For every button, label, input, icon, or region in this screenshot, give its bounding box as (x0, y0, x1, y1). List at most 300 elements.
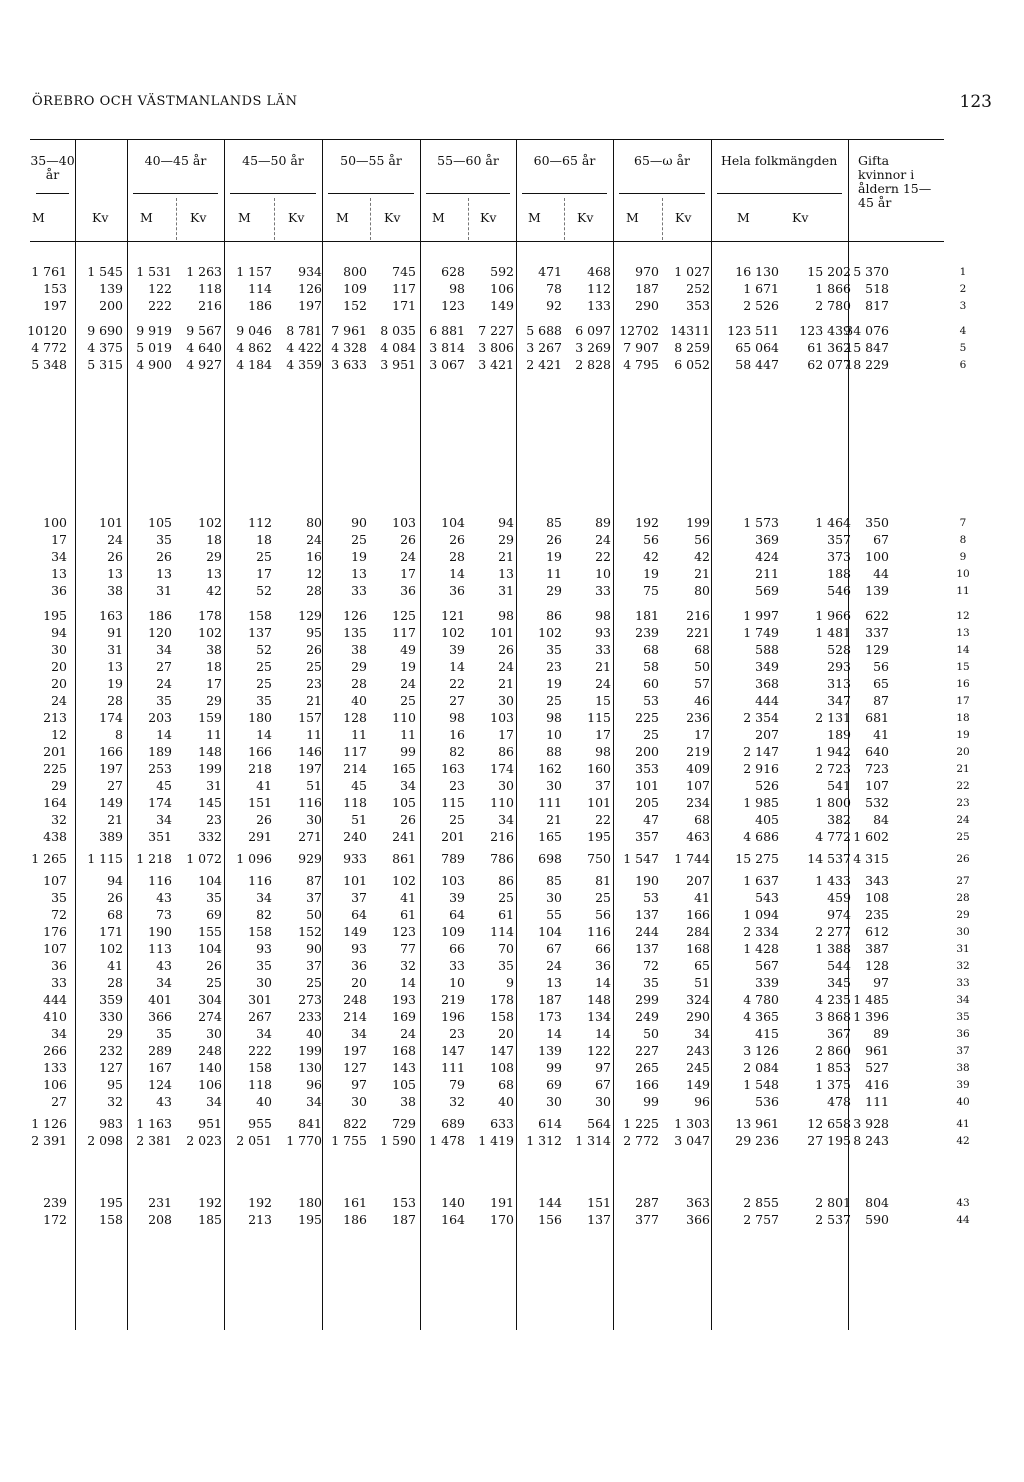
table-cell: 2 354 (743, 710, 779, 725)
subheader-women: Kv (92, 210, 109, 225)
table-cell: 38 (400, 1094, 416, 1109)
table-cell: 186 (248, 298, 272, 313)
table-row (0, 1009, 1024, 1026)
subheader-women: Kv (384, 210, 401, 225)
table-cell: 216 (686, 608, 710, 623)
table-cell: 149 (99, 795, 123, 810)
table-cell: 373 (827, 549, 851, 564)
table-cell: 93 (256, 941, 272, 956)
table-row (0, 941, 1024, 958)
table-cell: 169 (392, 1009, 416, 1024)
table-cell: 2 084 (743, 1060, 779, 1075)
table-cell: 271 (298, 829, 322, 844)
table-cell: 189 (827, 727, 851, 742)
table-cell: 187 (538, 992, 562, 1007)
table-cell: 18 229 (845, 357, 889, 372)
group-underline (717, 193, 842, 194)
table-cell: 822 (343, 1116, 367, 1131)
table-cell: 424 (755, 549, 779, 564)
table-cell: 817 (865, 298, 889, 313)
table-cell: 102 (441, 625, 465, 640)
table-cell: 44 (873, 566, 889, 581)
table-cell: 1 866 (815, 281, 851, 296)
table-cell: 75 (643, 583, 659, 598)
table-cell: 111 (865, 1094, 889, 1109)
table-cell: 30 (351, 1094, 367, 1109)
table-cell: 118 (248, 1077, 272, 1092)
table-cell: 28 (306, 583, 322, 598)
table-cell: 1 531 (136, 264, 172, 279)
table-cell: 118 (198, 281, 222, 296)
table-cell: 225 (43, 761, 67, 776)
table-cell: 37 (351, 890, 367, 905)
table-cell: 1 375 (815, 1077, 851, 1092)
table-cell: 24 (546, 958, 562, 973)
row-number: 6 (959, 359, 967, 371)
table-cell: 156 (538, 1212, 562, 1227)
table-row (0, 907, 1024, 924)
table-cell: 17 (694, 727, 710, 742)
table-cell: 9 919 (136, 323, 172, 338)
table-cell: 151 (248, 795, 272, 810)
table-cell: 93 (351, 941, 367, 956)
table-cell: 87 (306, 873, 322, 888)
table-cell: 144 (538, 1195, 562, 1210)
table-cell: 31 (206, 778, 222, 793)
table-cell: 33 (351, 583, 367, 598)
table-cell: 14 537 (807, 851, 851, 866)
table-cell: 4 184 (236, 357, 272, 372)
table-cell: 25 (643, 727, 659, 742)
table-cell: 222 (248, 1043, 272, 1058)
table-cell: 137 (248, 625, 272, 640)
table-cell: 382 (827, 812, 851, 827)
table-cell: 30 (546, 890, 562, 905)
table-cell: 200 (635, 744, 659, 759)
table-cell: 40 (306, 1026, 322, 1041)
table-cell: 1 263 (186, 264, 222, 279)
table-cell: 4 862 (236, 340, 272, 355)
table-cell: 20 (498, 1026, 514, 1041)
subheader-women: Kv (190, 210, 207, 225)
table-cell: 174 (99, 710, 123, 725)
table-cell: 4 359 (286, 357, 322, 372)
table-cell: 158 (248, 924, 272, 939)
table-cell: 89 (595, 515, 611, 530)
table-cell: 9 (506, 975, 514, 990)
table-cell: 293 (827, 659, 851, 674)
table-cell: 79 (449, 1077, 465, 1092)
table-cell: 55 (546, 907, 562, 922)
table-cell: 14 (256, 727, 272, 742)
table-cell: 536 (755, 1094, 779, 1109)
table-row (0, 1212, 1024, 1229)
row-number: 12 (956, 610, 970, 622)
table-cell: 377 (635, 1212, 659, 1227)
table-cell: 1 966 (815, 608, 851, 623)
table-cell: 2 277 (815, 924, 851, 939)
table-cell: 29 (107, 1026, 123, 1041)
table-cell: 13 (51, 566, 67, 581)
table-cell: 107 (43, 873, 67, 888)
table-cell: 4 235 (815, 992, 851, 1007)
table-row (0, 515, 1024, 532)
column-group-header: 35—40 år (30, 153, 75, 182)
table-cell: 841 (298, 1116, 322, 1131)
table-cell: 367 (827, 1026, 851, 1041)
table-cell: 14 (595, 1026, 611, 1041)
table-cell: 3 126 (743, 1043, 779, 1058)
table-cell: 213 (43, 710, 67, 725)
table-cell: 116 (298, 795, 322, 810)
table-cell: 126 (343, 608, 367, 623)
table-cell: 207 (686, 873, 710, 888)
table-cell: 168 (686, 941, 710, 956)
table-row (0, 532, 1024, 549)
row-number: 30 (956, 926, 970, 938)
table-cell: 97 (873, 975, 889, 990)
table-cell: 4 375 (87, 340, 123, 355)
table-cell: 2 772 (623, 1133, 659, 1148)
row-number: 20 (956, 746, 970, 758)
table-cell: 2 381 (136, 1133, 172, 1148)
table-cell: 304 (198, 992, 222, 1007)
table-cell: 8 (115, 727, 123, 742)
subheader-men: M (737, 210, 750, 225)
table-cell: 197 (43, 298, 67, 313)
table-cell: 147 (490, 1043, 514, 1058)
table-cell: 101 (635, 778, 659, 793)
table-cell: 330 (99, 1009, 123, 1024)
table-row (0, 924, 1024, 941)
table-cell: 27 (449, 693, 465, 708)
subcolumn-rule (662, 198, 663, 240)
column-group-header: Gifta kvinnor i åldern 15—45 år (858, 153, 932, 210)
table-row (0, 975, 1024, 992)
table-cell: 189 (148, 744, 172, 759)
table-cell: 199 (298, 1043, 322, 1058)
table-cell: 197 (99, 761, 123, 776)
subcolumn-rule (370, 198, 371, 240)
table-row (0, 549, 1024, 566)
table-cell: 24 (51, 693, 67, 708)
table-cell: 444 (43, 992, 67, 1007)
table-cell: 72 (643, 958, 659, 973)
table-cell: 4 686 (743, 829, 779, 844)
table-cell: 26 (107, 549, 123, 564)
table-cell: 30 (498, 693, 514, 708)
table-cell: 80 (306, 515, 322, 530)
table-cell: 159 (198, 710, 222, 725)
table-cell: 543 (755, 890, 779, 905)
table-cell: 313 (827, 676, 851, 691)
table-row (0, 778, 1024, 795)
table-cell: 1 481 (815, 625, 851, 640)
table-cell: 160 (587, 761, 611, 776)
row-number: 9 (959, 551, 967, 563)
table-cell: 567 (755, 958, 779, 973)
table-cell: 468 (587, 264, 611, 279)
table-cell: 2 757 (743, 1212, 779, 1227)
table-cell: 85 (546, 873, 562, 888)
table-cell: 350 (865, 515, 889, 530)
table-cell: 4 365 (743, 1009, 779, 1024)
table-cell: 30 (306, 812, 322, 827)
table-cell: 111 (441, 1060, 465, 1075)
table-cell: 102 (198, 625, 222, 640)
table-cell: 166 (248, 744, 272, 759)
table-cell: 612 (865, 924, 889, 939)
table-cell: 117 (392, 281, 416, 296)
table-cell: 5 019 (136, 340, 172, 355)
table-row (0, 1077, 1024, 1094)
table-cell: 351 (148, 829, 172, 844)
table-cell: 91 (107, 625, 123, 640)
table-cell: 1 545 (87, 264, 123, 279)
row-number: 39 (956, 1079, 970, 1091)
table-cell: 3 633 (331, 357, 367, 372)
table-cell: 34 076 (845, 323, 889, 338)
table-cell: 51 (351, 812, 367, 827)
table-cell: 339 (755, 975, 779, 990)
table-row (0, 1133, 1024, 1150)
table-cell: 37 (306, 890, 322, 905)
table-cell: 22 (595, 812, 611, 827)
table-cell: 110 (392, 710, 416, 725)
row-number: 4 (959, 325, 967, 337)
table-cell: 214 (343, 761, 367, 776)
table-cell: 102 (99, 941, 123, 956)
table-cell: 34 (156, 642, 172, 657)
table-cell: 61 (400, 907, 416, 922)
table-cell: 1 997 (743, 608, 779, 623)
table-cell: 3 928 (853, 1116, 889, 1131)
table-cell: 103 (490, 710, 514, 725)
table-cell: 67 (873, 532, 889, 547)
table-cell: 14311 (670, 323, 710, 338)
table-row (0, 1026, 1024, 1043)
table-cell: 216 (490, 829, 514, 844)
table-cell: 148 (198, 744, 222, 759)
table-cell: 1 115 (87, 851, 123, 866)
table-cell: 170 (490, 1212, 514, 1227)
table-cell: 301 (248, 992, 272, 1007)
row-number: 8 (959, 534, 967, 546)
table-cell: 287 (635, 1195, 659, 1210)
table-cell: 7 907 (623, 340, 659, 355)
table-cell: 471 (538, 264, 562, 279)
table-cell: 750 (587, 851, 611, 866)
table-cell: 26 (107, 890, 123, 905)
table-cell: 23 (449, 778, 465, 793)
table-cell: 146 (298, 744, 322, 759)
table-cell: 36 (51, 583, 67, 598)
table-cell: 192 (635, 515, 659, 530)
table-cell: 3 047 (674, 1133, 710, 1148)
table-cell: 1 433 (815, 873, 851, 888)
table-cell: 343 (865, 873, 889, 888)
table-cell: 1 096 (236, 851, 272, 866)
table-cell: 35 (256, 958, 272, 973)
table-cell: 4 315 (853, 851, 889, 866)
table-cell: 38 (206, 642, 222, 657)
table-row (0, 642, 1024, 659)
table-cell: 13 961 (735, 1116, 779, 1131)
table-cell: 689 (441, 1116, 465, 1131)
table-cell: 53 (643, 693, 659, 708)
table-cell: 4 780 (743, 992, 779, 1007)
subheader-men: M (432, 210, 445, 225)
table-cell: 18 (206, 659, 222, 674)
table-cell: 70 (498, 941, 514, 956)
table-cell: 14 (156, 727, 172, 742)
table-cell: 157 (298, 710, 322, 725)
table-cell: 1 749 (743, 625, 779, 640)
table-cell: 140 (441, 1195, 465, 1210)
table-cell: 200 (99, 298, 123, 313)
table-cell: 211 (755, 566, 779, 581)
table-cell: 236 (686, 710, 710, 725)
row-number: 37 (956, 1045, 970, 1057)
table-cell: 541 (827, 778, 851, 793)
row-number: 2 (959, 283, 967, 295)
table-cell: 158 (248, 608, 272, 623)
table-cell: 11 (546, 566, 562, 581)
table-cell: 241 (392, 829, 416, 844)
table-cell: 50 (643, 1026, 659, 1041)
subheader-men: M (528, 210, 541, 225)
table-row (0, 1094, 1024, 1111)
table-cell: 14 (449, 659, 465, 674)
table-cell: 40 (498, 1094, 514, 1109)
table-cell: 33 (449, 958, 465, 973)
table-cell: 37 (306, 958, 322, 973)
table-cell: 22 (595, 549, 611, 564)
table-cell: 21 (498, 549, 514, 564)
table-cell: 15 275 (735, 851, 779, 866)
table-cell: 102 (538, 625, 562, 640)
table-cell: 243 (686, 1043, 710, 1058)
table-cell: 77 (400, 941, 416, 956)
table-cell: 158 (99, 1212, 123, 1227)
table-cell: 86 (546, 608, 562, 623)
table-cell: 28 (449, 549, 465, 564)
table-cell: 231 (148, 1195, 172, 1210)
table-cell: 94 (107, 873, 123, 888)
table-cell: 99 (546, 1060, 562, 1075)
table-cell: 35 (498, 958, 514, 973)
table-cell: 90 (306, 941, 322, 956)
table-cell: 122 (148, 281, 172, 296)
table-cell: 34 (156, 812, 172, 827)
table-cell: 387 (865, 941, 889, 956)
table-cell: 478 (827, 1094, 851, 1109)
table-cell: 290 (686, 1009, 710, 1024)
table-cell: 17 (206, 676, 222, 691)
table-cell: 42 (206, 583, 222, 598)
table-cell: 101 (587, 795, 611, 810)
table-cell: 125 (392, 608, 416, 623)
table-cell: 139 (99, 281, 123, 296)
table-cell: 68 (107, 907, 123, 922)
table-cell: 240 (343, 829, 367, 844)
table-cell: 66 (449, 941, 465, 956)
table-cell: 149 (343, 924, 367, 939)
table-cell: 2 526 (743, 298, 779, 313)
table-cell: 134 (587, 1009, 611, 1024)
table-cell: 25 (400, 693, 416, 708)
row-number: 10 (956, 568, 970, 580)
table-cell: 357 (635, 829, 659, 844)
table-cell: 104 (198, 941, 222, 956)
table-cell: 98 (595, 608, 611, 623)
table-cell: 265 (635, 1060, 659, 1075)
table-cell: 192 (198, 1195, 222, 1210)
table-cell: 3 814 (429, 340, 465, 355)
table-cell: 235 (865, 907, 889, 922)
table-cell: 24 (156, 676, 172, 691)
table-cell: 929 (298, 851, 322, 866)
table-cell: 951 (198, 1116, 222, 1131)
table-cell: 933 (343, 851, 367, 866)
table-cell: 107 (865, 778, 889, 793)
table-cell: 180 (248, 710, 272, 725)
row-number: 23 (956, 797, 970, 809)
table-cell: 267 (248, 1009, 272, 1024)
table-cell: 34 (156, 975, 172, 990)
table-cell: 115 (441, 795, 465, 810)
table-cell: 197 (298, 761, 322, 776)
table-cell: 65 064 (735, 340, 779, 355)
table-cell: 20 (51, 676, 67, 691)
table-cell: 95 (107, 1077, 123, 1092)
table-cell: 94 (498, 515, 514, 530)
table-cell: 67 (595, 1077, 611, 1092)
table-cell: 1 396 (853, 1009, 889, 1024)
table-cell: 167 (148, 1060, 172, 1075)
table-cell: 1 265 (31, 851, 67, 866)
table-cell: 64 (449, 907, 465, 922)
table-cell: 41 (256, 778, 272, 793)
table-cell: 201 (441, 829, 465, 844)
row-number: 21 (956, 763, 970, 775)
table-cell: 21 (595, 659, 611, 674)
table-cell: 103 (392, 515, 416, 530)
table-row (0, 281, 1024, 298)
table-cell: 147 (441, 1043, 465, 1058)
table-cell: 7 227 (478, 323, 514, 338)
row-number: 28 (956, 892, 970, 904)
table-cell: 2 147 (743, 744, 779, 759)
table-cell: 105 (148, 515, 172, 530)
table-cell: 181 (635, 608, 659, 623)
table-cell: 171 (392, 298, 416, 313)
table-cell: 1 157 (236, 264, 272, 279)
subheader-men: M (32, 210, 45, 225)
table-cell: 187 (392, 1212, 416, 1227)
table-cell: 162 (538, 761, 562, 776)
table-cell: 3 951 (380, 357, 416, 372)
table-cell: 31 (498, 583, 514, 598)
table-cell: 67 (546, 941, 562, 956)
group-underline (619, 193, 705, 194)
table-row (0, 873, 1024, 890)
table-cell: 35 (156, 693, 172, 708)
table-cell: 174 (490, 761, 514, 776)
table-cell: 106 (198, 1077, 222, 1092)
table-cell: 1 755 (331, 1133, 367, 1148)
table-cell: 4 422 (286, 340, 322, 355)
